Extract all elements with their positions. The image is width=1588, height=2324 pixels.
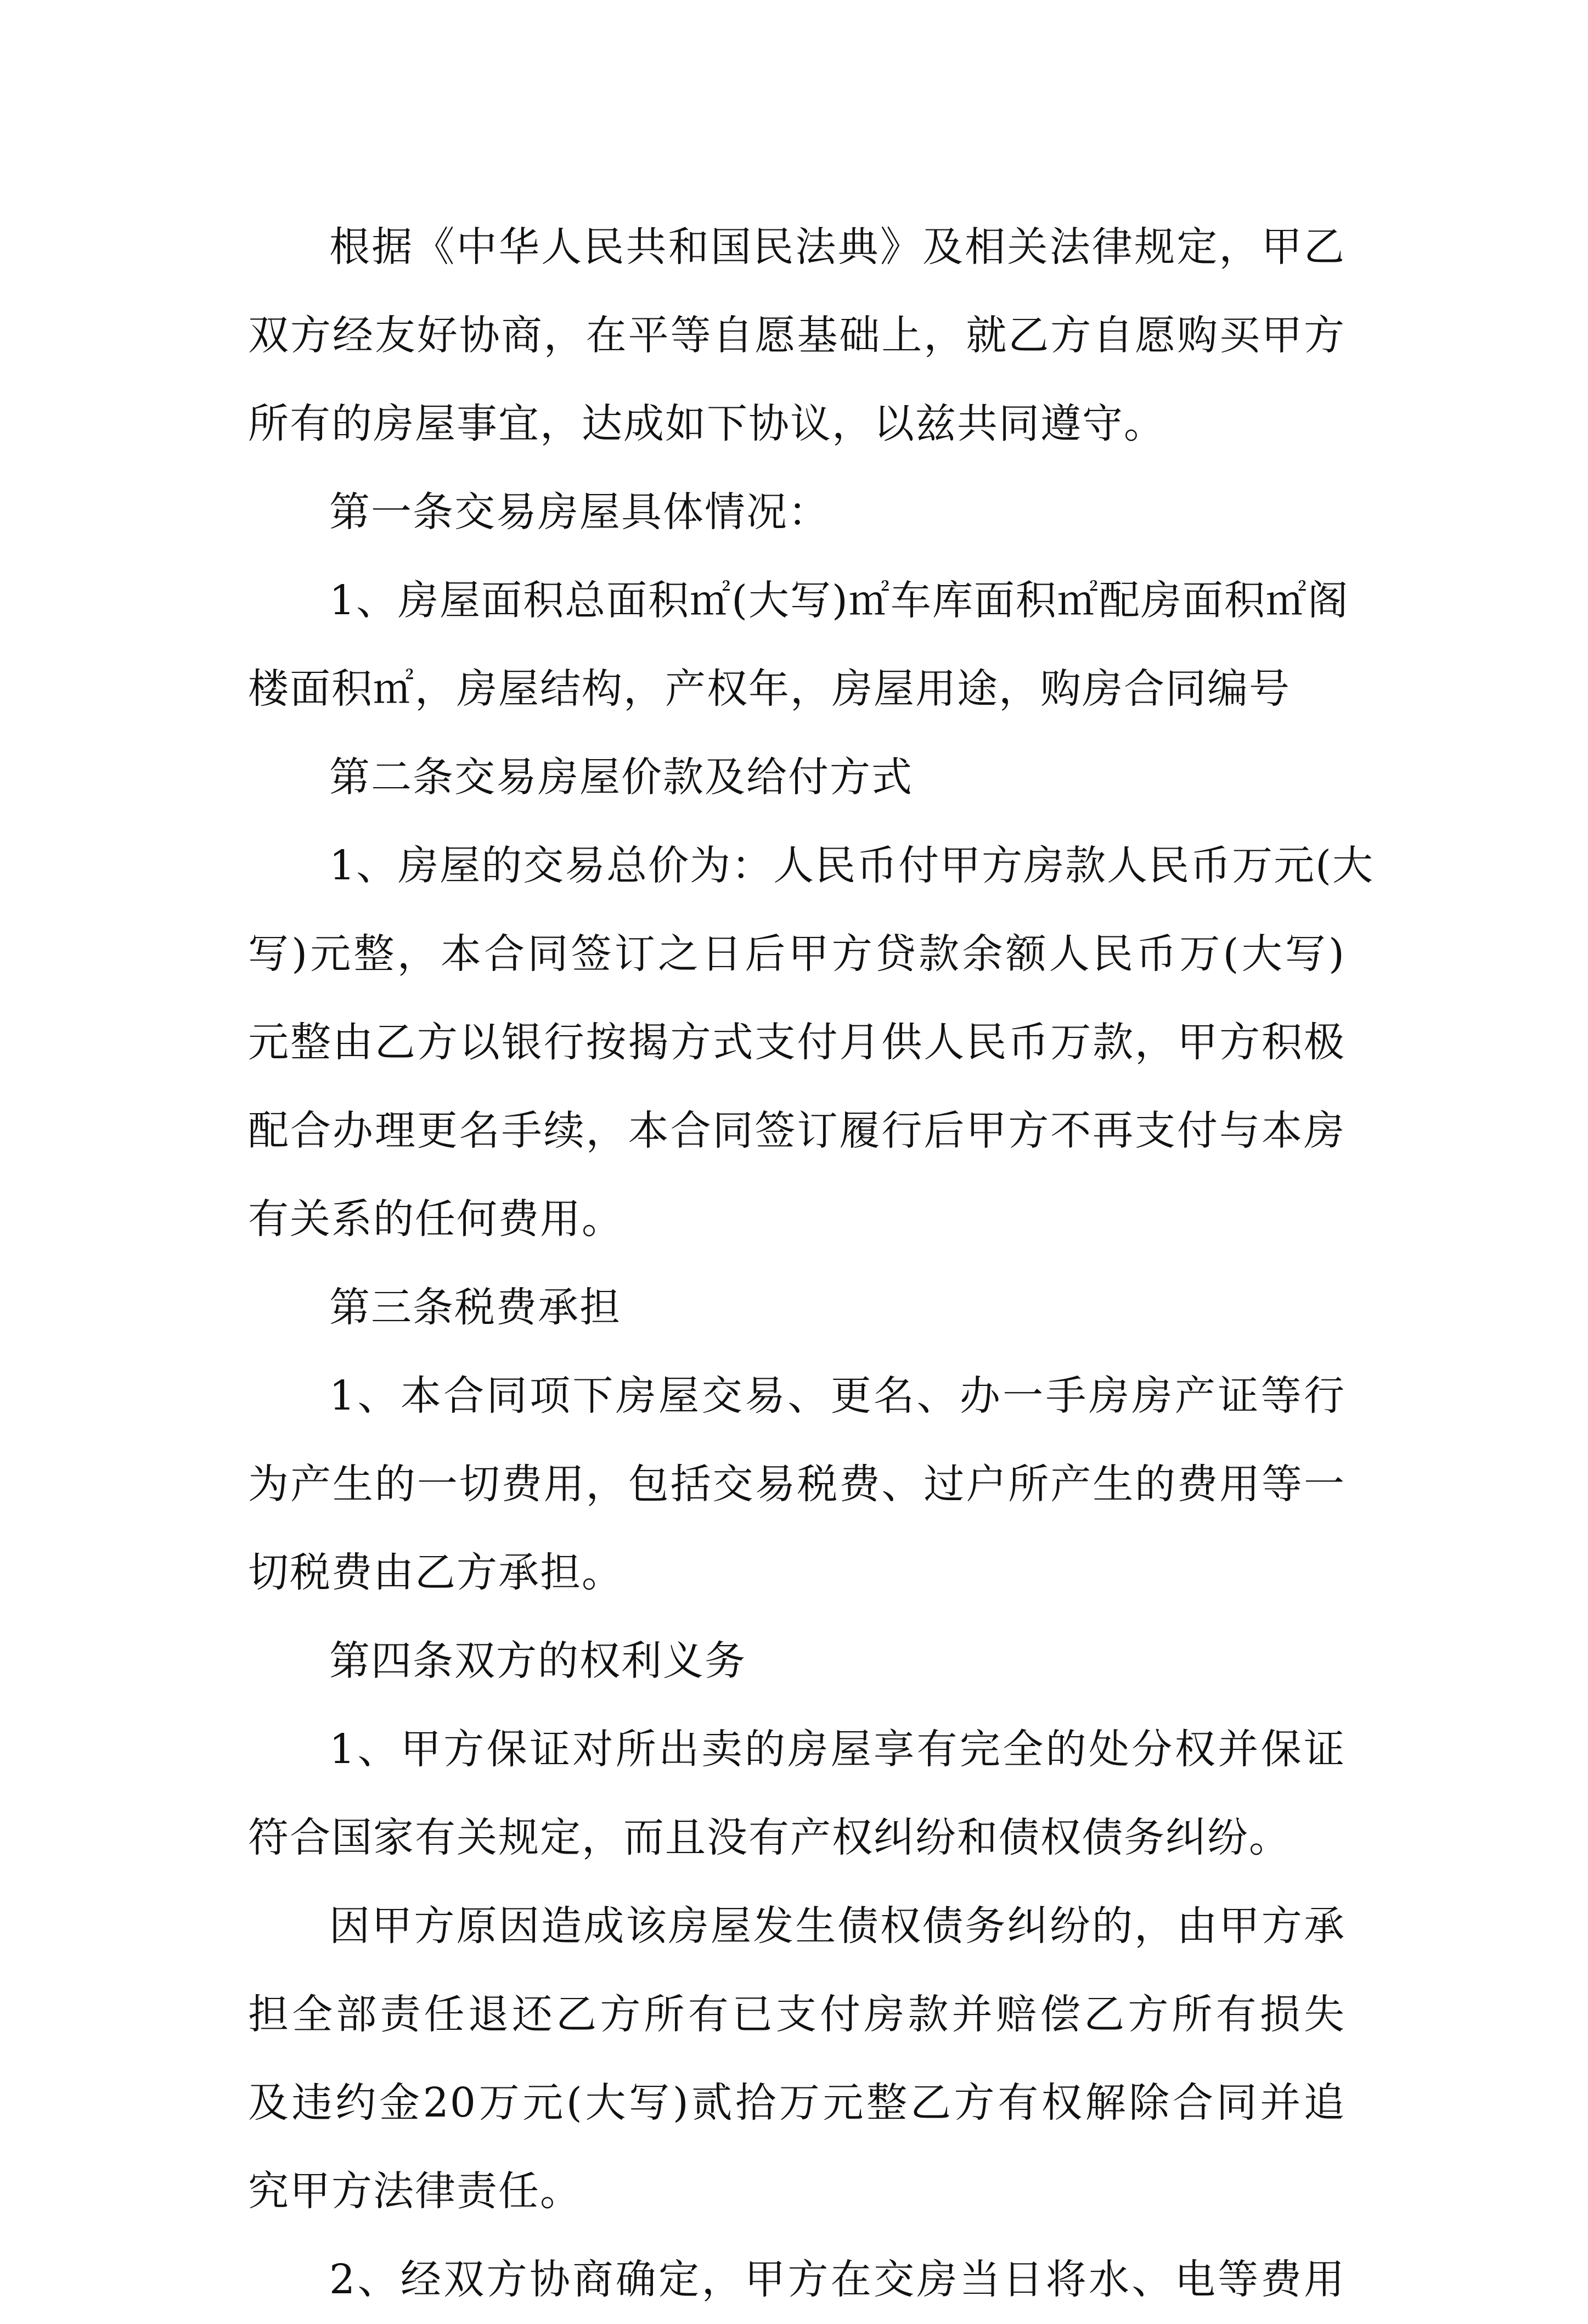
paragraph-line: 为产生的一切费用，包括交易税费、过户所产生的费用等一 [248, 1461, 1345, 1508]
paragraph-line: 及违约金20万元(大写)贰拾万元整乙方有权解除合同并追 [248, 2079, 1345, 2126]
paragraph-line: 2、经双方协商确定，甲方在交房当日将水、电等费用 [329, 2256, 1345, 2303]
paragraph-line: 双方经友好协商，在平等自愿基础上，就乙方自愿购买甲方 [248, 312, 1345, 359]
paragraph-line: 元整由乙方以银行按揭方式支付月供人民币万款，甲方积极 [248, 1019, 1345, 1066]
paragraph-line: 1、本合同项下房屋交易、更名、办一手房房产证等行 [329, 1372, 1345, 1419]
paragraph-line: 配合办理更名手续，本合同签订履行后甲方不再支付与本房 [248, 1107, 1345, 1154]
paragraph-line: 切税费由乙方承担。 [248, 1549, 623, 1596]
paragraph-line: 所有的房屋事宜，达成如下协议，以兹共同遵守。 [248, 400, 1165, 447]
section-heading: 第一条交易房屋具体情况： [329, 489, 830, 536]
paragraph-line: 因甲方原因造成该房屋发生债权债务纠纷的，由甲方承 [329, 1902, 1345, 1950]
paragraph-line: 担全部责任退还乙方所有已支付房款并赔偿乙方所有损失 [248, 1991, 1345, 2038]
paragraph-line: 写)元整，本合同签订之日后甲方贷款余额人民币万(大写) [248, 930, 1345, 978]
paragraph-line: 1、房屋面积总面积㎡(大写)㎡车库面积㎡配房面积㎡阁 [329, 577, 1349, 624]
paragraph-line: 1、房屋的交易总价为：人民币付甲方房款人民币万元(大 [329, 842, 1374, 889]
paragraph-line: 根据《中华人民共和国民法典》及相关法律规定，甲乙 [329, 223, 1345, 271]
paragraph-line: 楼面积㎡，房屋结构，产权年，房屋用途，购房合同编号 [248, 665, 1291, 712]
document-body [248, 203, 1374, 2324]
paragraph-line: 符合国家有关规定，而且没有产权纠纷和债权债务纠纷。 [248, 1814, 1291, 1861]
paragraph-line: 有关系的任何费用。 [248, 1195, 623, 1243]
section-heading: 第三条税费承担 [329, 1284, 621, 1331]
paragraph-line: 1、甲方保证对所出卖的房屋享有完全的处分权并保证 [329, 1726, 1345, 1773]
section-heading: 第二条交易房屋价款及给付方式 [329, 754, 913, 801]
paragraph-line: 究甲方法律责任。 [248, 2168, 582, 2215]
section-heading: 第四条双方的权利义务 [329, 1637, 746, 1685]
